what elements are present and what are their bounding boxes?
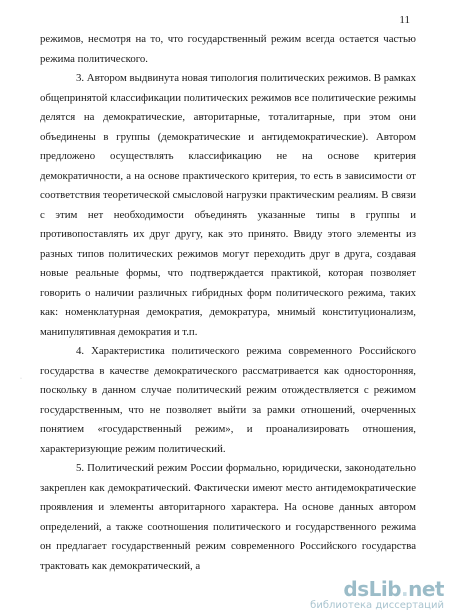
paragraph-point-5: 5. Политический режим России формально, юридически, законодательно закреплен как демократический. Фактически имеют место антидемократические проявления и элементы авторитарного характера. На основе данных автором определений, а также соотношения политического и государственного режима он предлагает государственный режим современного Российского государства трактовать как демократический, а: [40, 462, 416, 572]
page-number: 11: [399, 14, 410, 26]
watermark-logo: [310, 578, 444, 612]
document-body: [40, 30, 416, 576]
watermark-subtitle: библиотека диссертаций: [310, 600, 444, 611]
watermark-logo-dot: .: [401, 577, 409, 601]
watermark-logo-tld: net: [408, 577, 444, 601]
margin-mark: ·: [20, 376, 22, 382]
paragraph-continuation: режимов, несмотря на то, что государственный режим всегда остается частью режима политического.: [40, 33, 416, 65]
watermark-logo-main: dsLib: [343, 577, 402, 601]
paragraph-point-3: 3. Автором выдвинута новая типология политических режимов. В рамках общепринятой классификации политических режимов все политические режимы делятся на демократические, авторитарные, тоталитарные, при этом они объединены в группы (демократические и антидемократические). Автором предложено осуществлять классификацию не на основе критерия демократичности, а на основе практического критерия, то есть в зависимости от соответствия теоретической смысловой нагрузки практическим реалиям. В связи с этим нет необходимости объединять указанные типы в группы и противопоставлять их друг другу, как это принято. Ввиду этого элементы из разных типов политических режимов могут переходить друг в друга, создавая новые реальные формы, что подтверждается практикой, которая позволяет говорить о наличии различных гибридных форм политического режима, таких как: номенклатурная демократия, демократура, мнимый конституционализм, манипулятивная демократия и т.п.: [40, 72, 416, 338]
paragraph-point-4: 4. Характеристика политического режима современного Российского государства в качестве демократического рассматривается как односторонняя, поскольку в данном случае политический режим отождествляется с режимом государственным, что не позволяет выйти за рамки отношений, очерченных понятием «государственный режим», и проанализировать отношения, характеризующие режим политический.: [40, 345, 416, 455]
